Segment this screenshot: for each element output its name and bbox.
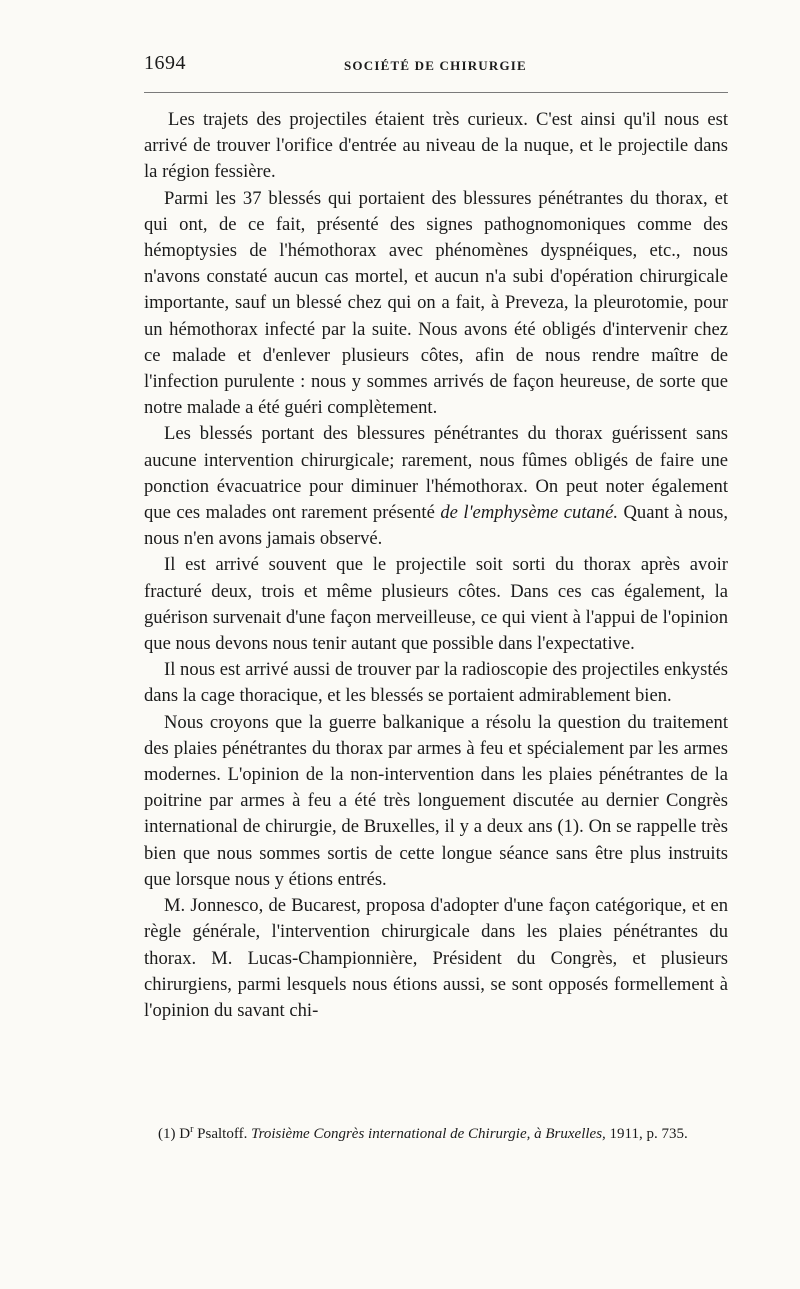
footnote-author: Psaltoff.	[193, 1126, 252, 1142]
paragraph-text: Les blessés portant des blessures pénétrantes du thorax guérissent sans aucune intervention chirurgicale; rarement, nous fûmes obligés de faire une ponction évacuatrice pour diminuer l'hémothorax. On peut noter également que ces malades ont rarement présenté	[144, 423, 728, 524]
body-text	[144, 107, 728, 1024]
footnote-text	[144, 1124, 728, 1144]
paragraph-text: Quant à nous, nous n'en avons jamais observé.	[144, 502, 728, 550]
paragraph: Les trajets des projectiles étaient très curieux. C'est ainsi qu'il nous est arrivé de trouver l'orifice d'entrée au niveau de la nuque, et le projectile dans la région fessière.	[144, 109, 728, 183]
page-header	[144, 52, 728, 82]
footnote-citation: 1911, p. 735.	[605, 1126, 688, 1142]
paragraph: M. Jonnesco, de Bucarest, proposa d'adopter d'une façon catégorique, et en règle générale, l'intervention chirurgicale dans les plaies pénétrantes du thorax. M. Lucas-Championnière, Président du Congrès, et plusieurs chirurgiens, parmi lesquels nous étions aussi, se sont opposés formellement à l'opinion du savant chi-	[144, 895, 728, 1021]
header-rule	[144, 92, 728, 93]
footnote-marker: (1) D	[158, 1126, 191, 1142]
paragraph: Il nous est arrivé aussi de trouver par la radioscopie des projectiles enkystés dans la cage thoracique, et les blessés se portaient admirablement bien.	[144, 659, 728, 707]
italic-phrase: de l'emphysème cutané.	[440, 502, 618, 524]
paragraph: Il est arrivé souvent que le projectile soit sorti du thorax après avoir fracturé deux, trois et même plusieurs côtes. Dans ces cas également, la guérison survenait d'une façon merveilleuse, ce qui vient à l'appui de l'opinion que nous devons nous tenir autant que possible dans l'expectative.	[144, 554, 728, 655]
footnote-title: Troisième Congrès international de Chirurgie, à Bruxelles,	[251, 1126, 606, 1142]
running-head: SOCIÉTÉ DE CHIRURGIE	[344, 58, 527, 73]
footnote	[144, 1124, 728, 1144]
page-number: 1694	[144, 52, 186, 74]
paragraph: Nous croyons que la guerre balkanique a résolu la question du traitement des plaies pénétrantes du thorax par armes à feu et spécialement par les armes modernes. L'opinion de la non-intervention dans les plaies pénétrantes de la poitrine par armes à feu a été très longuement discutée au dernier Congrès international de chirurgie, de Bruxelles, il y a deux ans (1). On se rappelle très bien que nous sommes sortis de cette longue séance sans être plus instruits que lorsque nous y étions entrés.	[144, 711, 728, 890]
paragraph	[144, 421, 728, 552]
paragraph: Parmi les 37 blessés qui portaient des blessures pénétrantes du thorax, et qui ont, de ce fait, présenté des signes pathognomoniques comme des hémoptysies de l'hémothorax avec phénomènes dyspnéiques, etc., nous n'avons constaté aucun cas mortel, et aucun n'a subi d'opération chirurgicale importante, sauf un blessé chez qui on a fait, à Preveza, la pleurotomie, pour un hémothorax infecté par la suite. Nous avons été obligés d'intervenir chez ce malade et d'enlever plusieurs côtes, afin de nous rendre maître de l'infection purulente : nous y sommes arrivés de façon heureuse, de sorte que notre malade a été guéri complètement.	[144, 187, 728, 419]
footnote-sup: r	[190, 1124, 194, 1135]
